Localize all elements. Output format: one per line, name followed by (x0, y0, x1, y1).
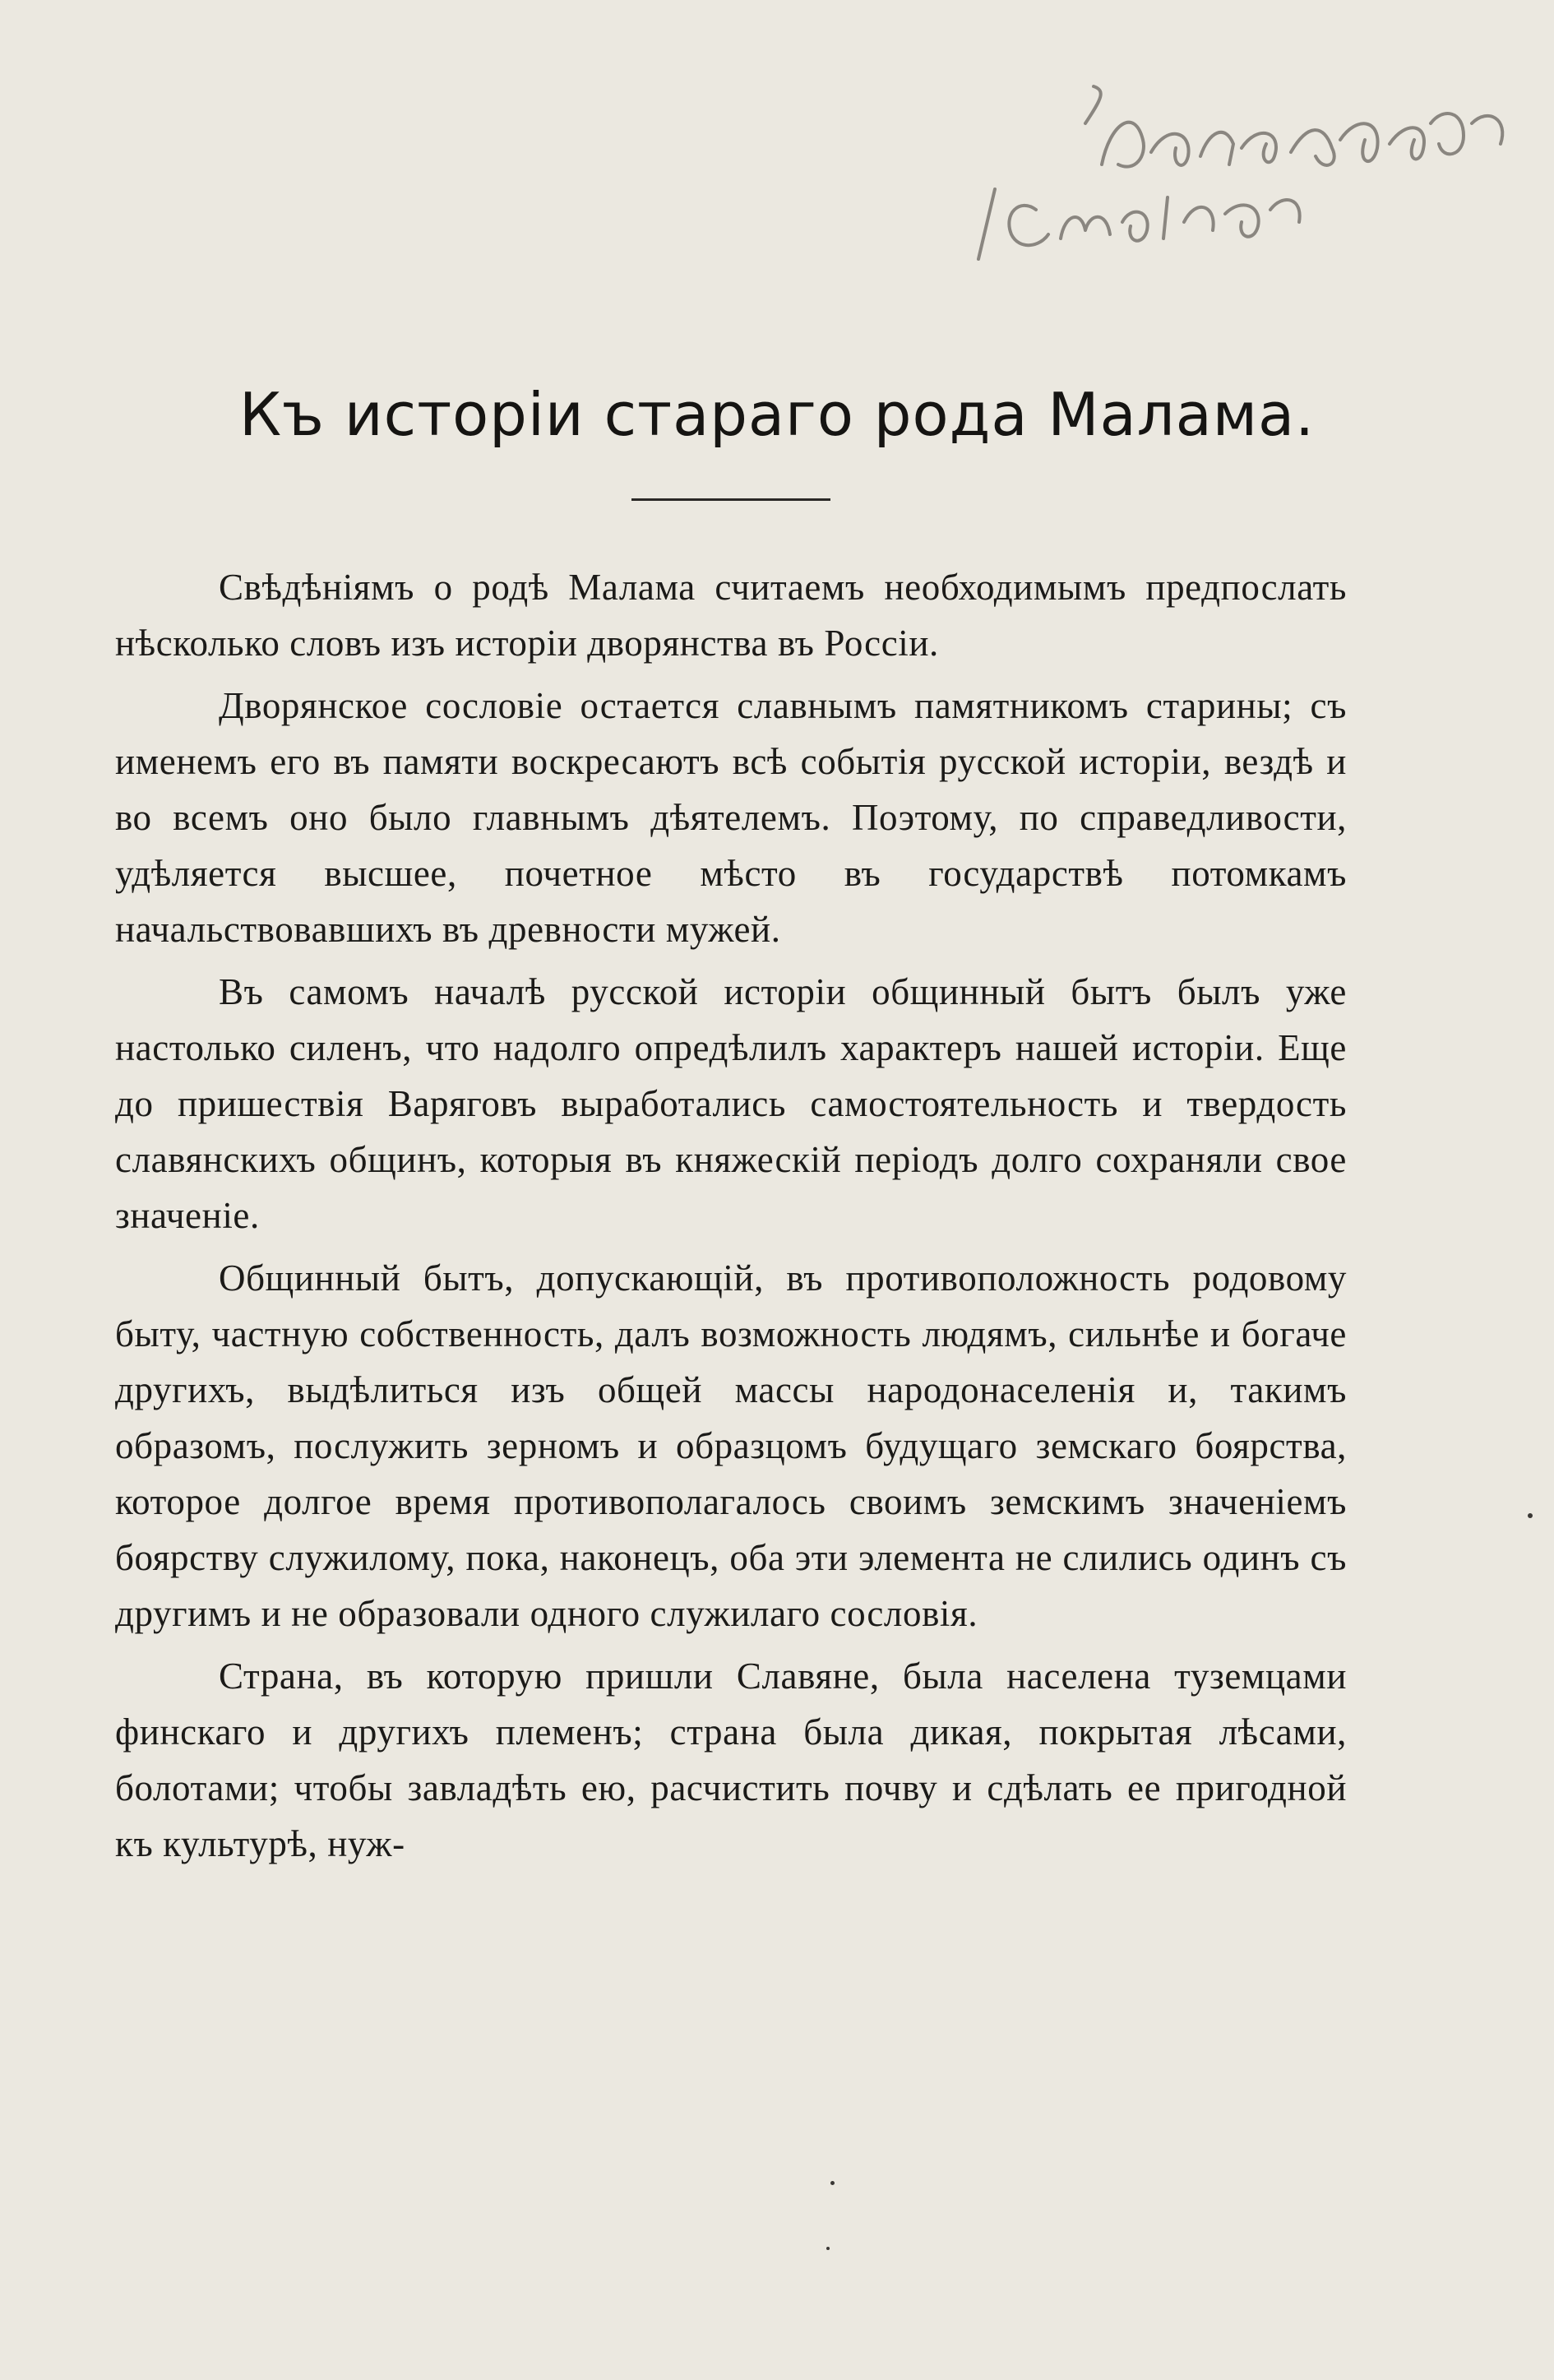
ink-speck (826, 2247, 830, 2250)
ink-speck (830, 2181, 835, 2185)
body-text (115, 559, 1347, 1878)
handwritten-pencil-note (896, 74, 1521, 271)
paragraph: Свѣдѣніямъ о родѣ Малама считаемъ необходимымъ предпослать нѣсколько словъ изъ исторіи дворянства въ Россіи. (115, 567, 1347, 664)
paragraph: Страна, въ которую пришли Славяне, была населена туземцами финскаго и другихъ племенъ; страна была дикая, покрытая лѣсами, болотами; чтобы завладѣть ею, расчистить почву и сдѣлать ее пригодной къ культурѣ, нуж- (115, 1655, 1347, 1864)
ink-speck (1528, 1513, 1533, 1518)
paragraph: Въ самомъ началѣ русской исторіи общинный бытъ былъ уже настолько силенъ, что надолго опредѣлилъ характеръ нашей исторіи. Еще до пришествія Варяговъ выработались самостоятельность и твердость славянскихъ общинъ, которыя въ княжескій періодъ долго сохраняли свое значеніе. (115, 971, 1347, 1236)
title-divider (631, 498, 830, 501)
paragraph: Общинный бытъ, допускающій, въ противоположность родовому быту, частную собственность, далъ возможность людямъ, сильнѣе и богаче другихъ, выдѣлиться изъ общей массы народонаселенія и, такимъ образомъ, послужить зерномъ и образцомъ будущаго земскаго боярства, которое долгое время противополагалось своимъ земскимъ значеніемъ боярству служилому, пока, наконецъ, оба эти элемента не слились одинъ съ другимъ и не образовали одного служилаго сословія. (115, 1257, 1347, 1634)
chapter-title: Къ исторіи стараго рода Малама. (238, 380, 1316, 449)
paragraph: Дворянское сословіе остается славнымъ памятникомъ старины; съ именемъ его въ памяти воскресаютъ всѣ событія русской исторіи, вездѣ и во всемъ оно было главнымъ дѣятелемъ. Поэтому, по справедливости, удѣляется высшее, почетное мѣсто въ государствѣ потомкамъ начальствовавшихъ въ древности мужей. (115, 685, 1347, 950)
